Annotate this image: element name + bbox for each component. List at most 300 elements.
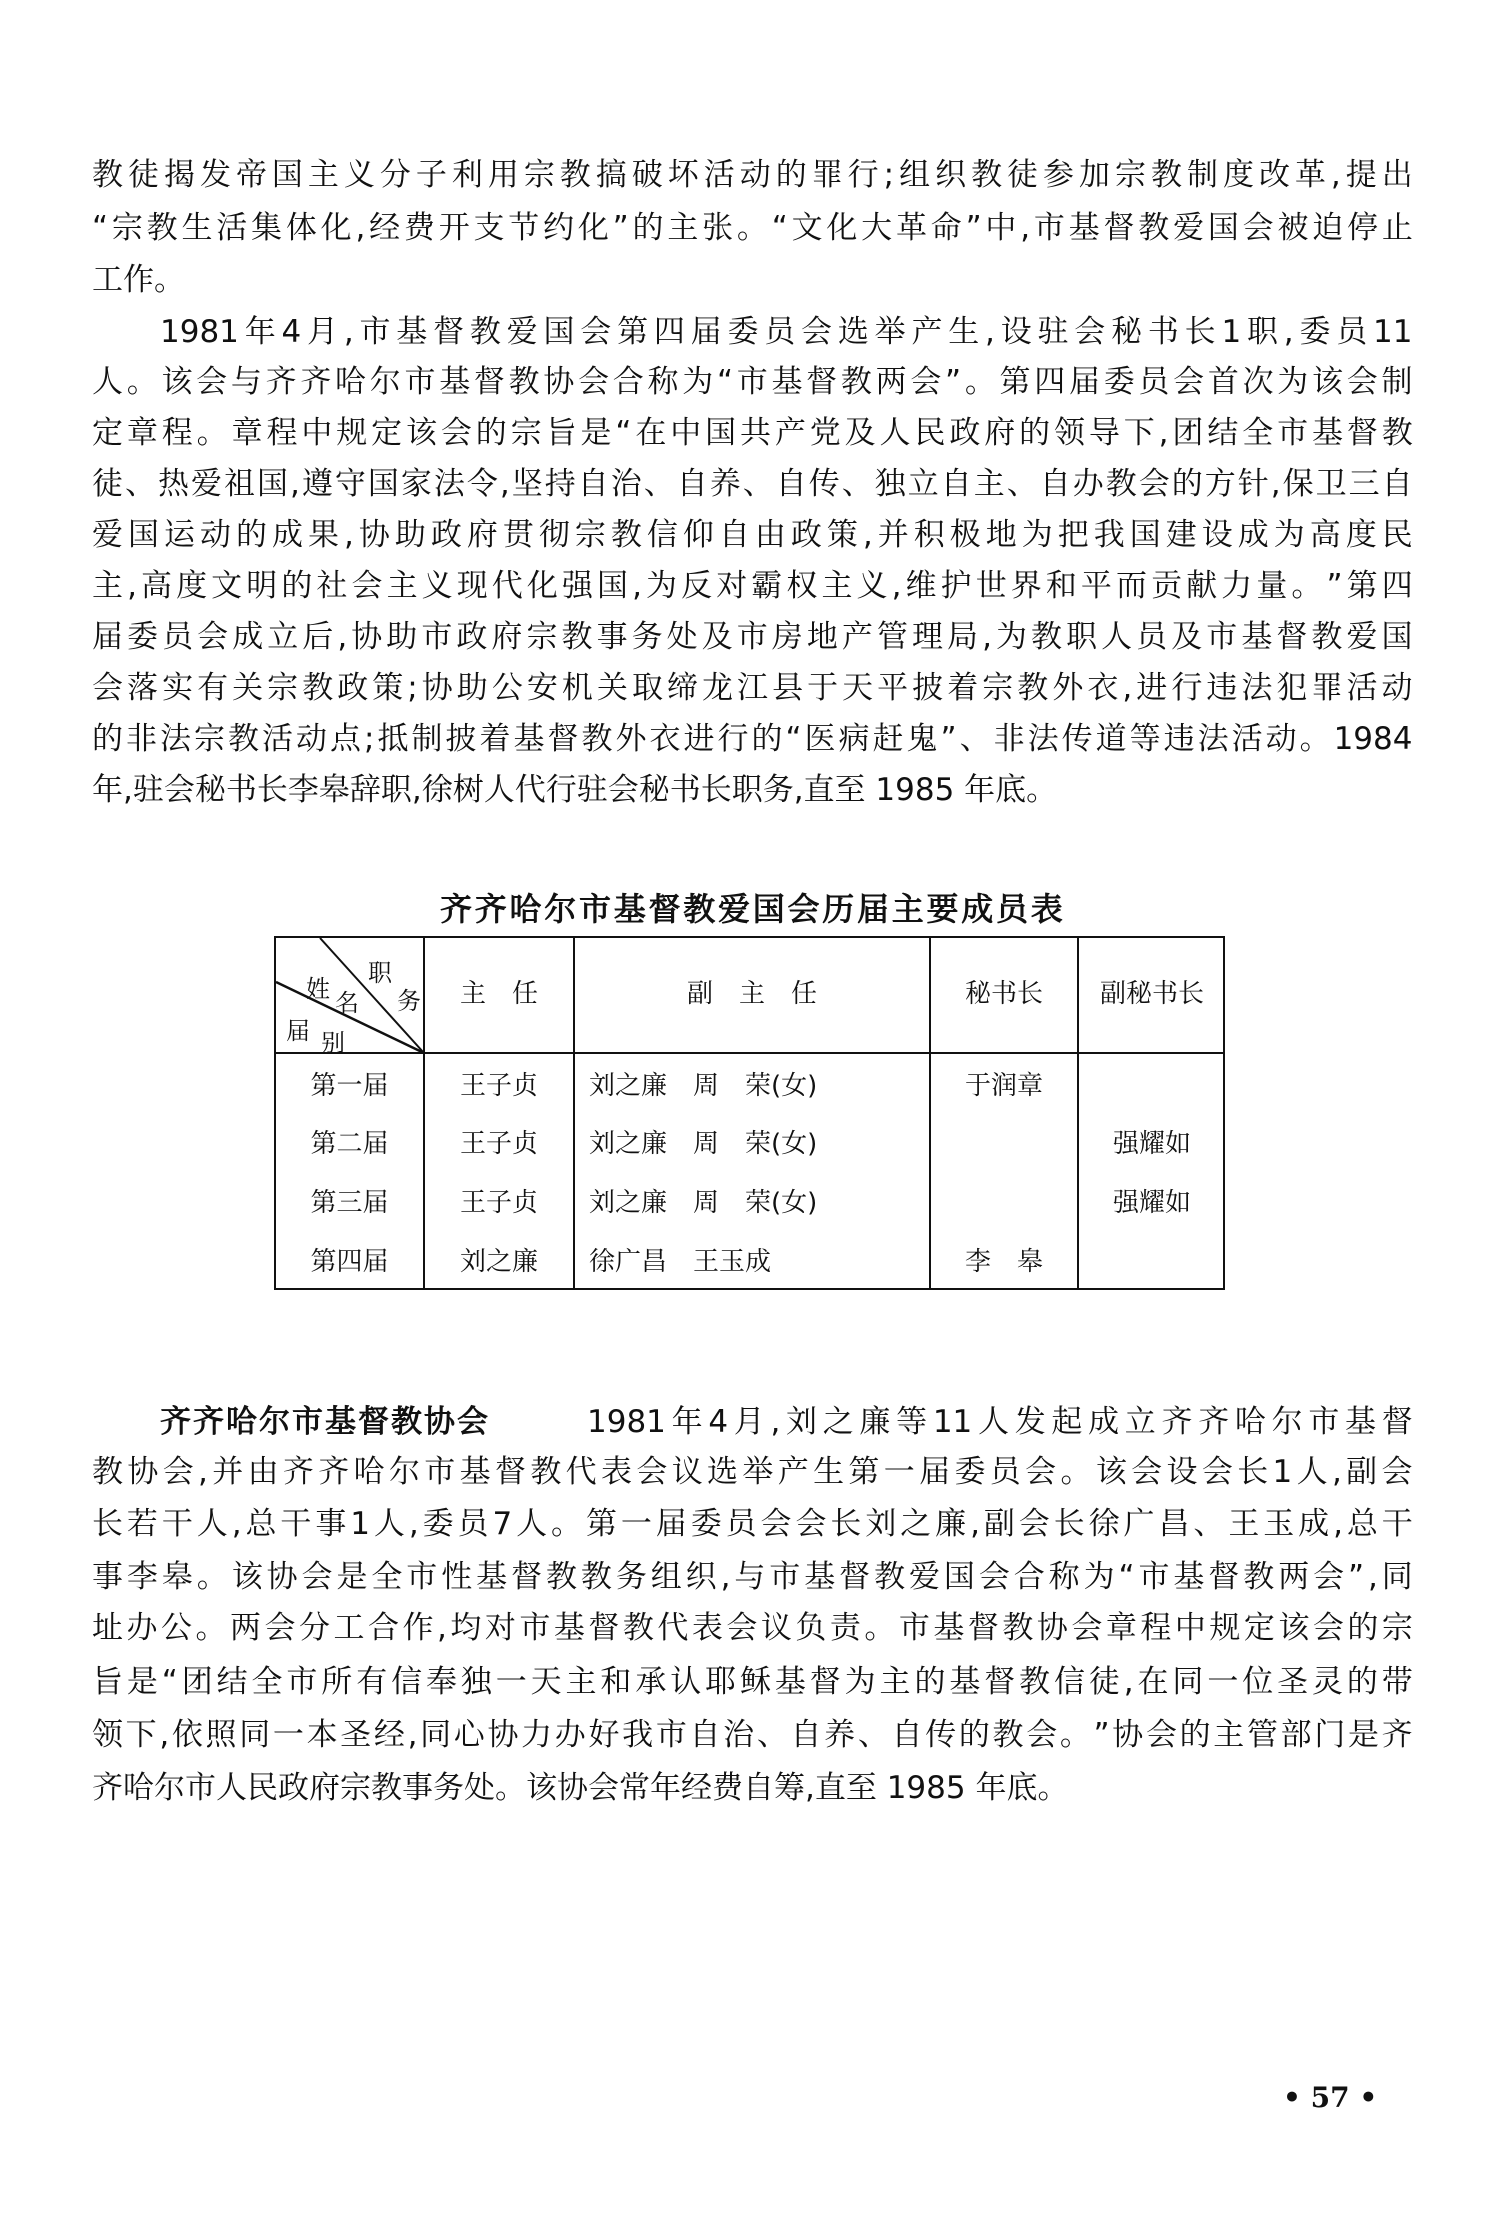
header-secretary-general: 秘书长 <box>964 979 1043 1009</box>
glyph: 明 <box>246 568 278 604</box>
glyph: 贡 <box>1151 568 1183 604</box>
glyph: 督 <box>839 1559 871 1595</box>
glyph: 员 <box>1138 364 1170 400</box>
glyph: “ <box>161 1664 178 1700</box>
glyph: 会 <box>580 314 612 350</box>
glyph: 策 <box>826 517 858 553</box>
glyph: 行 <box>847 157 879 193</box>
glyph: 的 <box>281 568 313 604</box>
cell-term: 第二届 <box>310 1129 389 1159</box>
glyph: 义 <box>856 568 888 604</box>
glyph: 主 <box>92 568 123 604</box>
glyph: 家 <box>400 466 432 502</box>
glyph: 尔 <box>369 364 401 400</box>
glyph: 立 <box>1124 1404 1156 1440</box>
glyph: 事 <box>92 1559 123 1595</box>
glyph: 届 <box>690 314 722 350</box>
glyph: 徒 <box>1007 157 1039 193</box>
text-line <box>92 1715 1413 1755</box>
glyph: 会 <box>801 314 833 350</box>
glyph: 会 <box>1313 1559 1345 1595</box>
glyph: 四 <box>653 314 685 350</box>
glyph: 教 <box>559 157 591 193</box>
glyph: 民 <box>1381 517 1413 553</box>
glyph: 教 <box>1019 1664 1051 1700</box>
glyph: 。 <box>1060 1454 1092 1490</box>
glyph: 市 <box>898 1610 930 1646</box>
glyph: 自 <box>940 466 972 502</box>
glyph: ” <box>612 210 629 246</box>
glyph: 章 <box>126 415 158 451</box>
glyph: 献 <box>1186 568 1218 604</box>
glyph: 国 <box>1381 619 1413 655</box>
glyph: 办 <box>1072 466 1104 502</box>
glyph: , <box>1270 466 1281 502</box>
glyph: 贯 <box>502 517 534 553</box>
glyph: 果 <box>308 517 339 553</box>
glyph: 齐 <box>300 364 332 400</box>
glyph: 市 <box>1138 1559 1170 1595</box>
glyph: 长 <box>1053 1506 1085 1542</box>
glyph: 两 <box>230 1610 261 1646</box>
glyph: 体 <box>285 210 317 246</box>
glyph: 会 <box>1018 1506 1050 1542</box>
glyph: 并 <box>212 1454 244 1490</box>
glyph: 协 <box>266 1559 298 1595</box>
glyph: “ <box>1118 1559 1135 1595</box>
cell-deputy: 刘之廉 周 荣(女) <box>589 1129 818 1159</box>
glyph: 人 <box>977 1404 1009 1440</box>
glyph: 设 <box>1000 314 1032 350</box>
glyph: 迫 <box>1312 210 1344 246</box>
glyph: 会 <box>978 1559 1010 1595</box>
glyph: 齐 <box>474 890 507 928</box>
glyph: 同 <box>420 1717 452 1753</box>
glyph: 共 <box>739 415 771 451</box>
glyph: 遵 <box>301 466 333 502</box>
glyph: 务 <box>631 619 663 655</box>
glyph: 四 <box>1034 364 1066 400</box>
glyph: 养 <box>824 1717 856 1753</box>
table-title <box>440 888 1063 930</box>
glyph: 1 <box>1272 1454 1293 1490</box>
glyph: 天 <box>842 670 874 706</box>
glyph: 坏 <box>667 157 699 193</box>
glyph: 局 <box>947 619 979 655</box>
glyph: 旨 <box>92 1664 123 1700</box>
glyph: 督 <box>648 890 681 928</box>
glyph: 主 <box>973 466 1005 502</box>
glyph: 安 <box>526 670 558 706</box>
glyph: 程 <box>1140 1610 1172 1646</box>
glyph: 国 <box>705 415 737 451</box>
glyph: 独 <box>460 1664 492 1700</box>
glyph: 齐 <box>1161 1404 1193 1440</box>
glyph: 动 <box>296 721 327 757</box>
glyph: 第 <box>585 1506 617 1542</box>
glyph: 的 <box>1347 1610 1379 1646</box>
glyph: 行 <box>717 721 749 757</box>
glyph: 两 <box>875 364 907 400</box>
glyph: 员 <box>1336 314 1368 350</box>
glyph: 府 <box>984 415 1016 451</box>
glyph: 1981 <box>587 1404 666 1440</box>
glyph: 广 <box>1123 1506 1155 1542</box>
glyph: 教 <box>545 1559 577 1595</box>
glyph: 与 <box>230 364 262 400</box>
glyph: 会 <box>1312 1610 1344 1646</box>
glyph: 议 <box>760 1610 792 1646</box>
glyph: 结 <box>216 1664 248 1700</box>
glyph: 宗 <box>194 721 225 757</box>
glyph: 织 <box>935 157 967 193</box>
corner-label: 姓 <box>306 975 330 1003</box>
glyph: 教 <box>580 1559 612 1595</box>
glyph: 基 <box>1241 619 1273 655</box>
glyph: 宗 <box>574 517 606 553</box>
glyph: 稣 <box>739 1664 771 1700</box>
glyph: 要 <box>926 890 959 928</box>
glyph: 导 <box>1088 415 1120 451</box>
glyph: ” <box>945 364 962 400</box>
glyph: 责 <box>829 1610 861 1646</box>
glyph: 李 <box>126 1559 158 1595</box>
glyph: 历 <box>822 890 855 928</box>
glyph: 府 <box>491 619 523 655</box>
glyph: 自 <box>718 517 750 553</box>
glyph: 市 <box>421 619 453 655</box>
glyph: 发 <box>1014 1404 1046 1440</box>
glyph: 发 <box>199 157 231 193</box>
glyph: 策 <box>372 670 404 706</box>
glyph: 搞 <box>595 157 627 193</box>
glyph: 落 <box>127 670 159 706</box>
glyph: 爱 <box>92 517 123 553</box>
glyph: 极 <box>949 517 981 553</box>
glyph: 活 <box>216 210 248 246</box>
glyph: 教 <box>561 619 593 655</box>
glyph: 基 <box>613 890 646 928</box>
glyph: 刘 <box>786 1404 818 1440</box>
glyph: 7 <box>492 1506 513 1542</box>
glyph: 衣 <box>1087 670 1119 706</box>
glyph: 市 <box>359 314 391 350</box>
glyph: 令 <box>466 466 498 502</box>
glyph: 协 <box>487 1717 519 1753</box>
glyph: 督 <box>1276 619 1308 655</box>
glyph: 一 <box>1207 1664 1239 1700</box>
glyph: 领 <box>1054 415 1085 451</box>
glyph: 认 <box>670 1664 702 1700</box>
glyph: 由 <box>754 517 786 553</box>
glyph: 宗 <box>1381 1610 1413 1646</box>
text-line: 工作。 <box>92 262 185 298</box>
glyph: 为 <box>844 1664 876 1700</box>
glyph: 罪 <box>1311 670 1343 706</box>
glyph: 公 <box>491 670 523 706</box>
glyph: 成 <box>1237 517 1269 553</box>
glyph: 廉 <box>859 1404 891 1440</box>
glyph: 1984 <box>1333 721 1413 757</box>
glyph: 一 <box>272 1717 304 1753</box>
cell-deputy: 刘之廉 周 荣(女) <box>589 1071 818 1101</box>
glyph: 会 <box>1173 364 1205 400</box>
glyph: 产 <box>774 415 806 451</box>
glyph: 皋 <box>161 1559 193 1595</box>
glyph: 动 <box>1381 670 1413 706</box>
glyph: 爱 <box>506 314 538 350</box>
glyph: 所 <box>321 1664 353 1700</box>
glyph: 维 <box>905 568 937 604</box>
glyph: 市 <box>769 1559 801 1595</box>
glyph: 基 <box>1345 1404 1377 1440</box>
glyph: 教 <box>1150 157 1182 193</box>
text-line <box>92 719 1413 759</box>
glyph: 起 <box>1051 1404 1083 1440</box>
glyph: 教 <box>146 210 178 246</box>
glyph: 届 <box>919 1454 951 1490</box>
glyph: 停 <box>1347 210 1379 246</box>
text-line: 齐哈尔市人民政府宗教事务处。该协会常年经费自筹,直至 1985 年底。 <box>92 1770 1069 1806</box>
glyph: 进 <box>1136 670 1168 706</box>
glyph: 会 <box>910 364 942 400</box>
glyph: 化 <box>320 210 352 246</box>
glyph: 宗 <box>267 670 299 706</box>
glyph: 宗 <box>111 210 143 246</box>
glyph: 约 <box>543 210 575 246</box>
glyph: 地 <box>806 619 838 655</box>
glyph: 为 <box>682 364 714 400</box>
glyph: 赶 <box>872 721 904 757</box>
glyph: 部 <box>1280 1717 1312 1753</box>
glyph: 全 <box>371 1559 403 1595</box>
glyph: 长 <box>1237 1454 1269 1490</box>
glyph: 法 <box>1197 721 1229 757</box>
glyph: 4 <box>281 314 302 350</box>
glyph: 该 <box>231 1559 263 1595</box>
glyph: 为 <box>1083 1559 1115 1595</box>
text-line <box>160 312 1413 352</box>
glyph: 员 <box>996 890 1029 928</box>
glyph: 督 <box>809 1664 841 1700</box>
glyph: 法 <box>160 721 191 757</box>
glyph: 张 <box>702 210 734 246</box>
glyph: , <box>343 314 354 350</box>
cell-deputy-secretary: 强耀如 <box>1112 1129 1191 1159</box>
glyph: ” <box>1093 1717 1110 1753</box>
glyph: 活 <box>1346 670 1378 706</box>
glyph: 抵 <box>377 721 409 757</box>
glyph: 义 <box>421 568 453 604</box>
glyph: 。 <box>1059 1717 1091 1753</box>
glyph: 哈 <box>353 1454 385 1490</box>
glyph: 法 <box>433 466 465 502</box>
glyph: “ <box>771 210 788 246</box>
glyph: 会 <box>162 1454 194 1490</box>
glyph: 开 <box>438 210 470 246</box>
glyph: 的 <box>475 415 507 451</box>
glyph: 会 <box>795 1506 827 1542</box>
cell-director: 王子贞 <box>459 1188 538 1218</box>
glyph: 委 <box>422 1506 454 1542</box>
glyph: ; <box>407 670 418 706</box>
glyph: 国 <box>1207 210 1239 246</box>
glyph: , <box>862 517 873 553</box>
glyph: 届 <box>857 890 890 928</box>
glyph: 教 <box>530 1454 562 1490</box>
glyph: 国 <box>257 466 288 502</box>
glyph: 界 <box>1010 568 1042 604</box>
glyph: 国 <box>752 890 785 928</box>
glyph: 府 <box>466 517 498 553</box>
glyph: 民 <box>914 415 946 451</box>
glyph: 基 <box>771 364 803 400</box>
glyph: ; <box>364 721 375 757</box>
glyph: 办 <box>554 1717 586 1753</box>
glyph: 教 <box>581 721 613 757</box>
glyph: 主 <box>667 210 699 246</box>
glyph: 制 <box>1186 157 1218 193</box>
glyph: 实 <box>162 670 194 706</box>
glyph: 长 <box>92 1506 123 1542</box>
glyph: 宗 <box>982 670 1014 706</box>
glyph: 员 <box>162 619 194 655</box>
glyph: 生 <box>181 210 213 246</box>
glyph: 针 <box>1237 466 1269 502</box>
glyph: 、 <box>125 466 156 502</box>
glyph: 房 <box>771 619 803 655</box>
cell-term: 第一届 <box>310 1071 389 1101</box>
glyph: 建 <box>1165 517 1197 553</box>
header-director: 主 任 <box>459 979 538 1009</box>
glyph: 被 <box>1277 210 1309 246</box>
glyph: 委 <box>690 1506 722 1542</box>
glyph: 性 <box>441 1559 473 1595</box>
glyph: 对 <box>484 1610 516 1646</box>
glyph: 基 <box>396 314 428 350</box>
glyph: 、 <box>756 1717 788 1753</box>
glyph: 第 <box>1346 568 1378 604</box>
glyph: 活 <box>262 721 293 757</box>
glyph: 动 <box>739 157 771 193</box>
glyph: 的 <box>914 1664 946 1700</box>
glyph: 章 <box>1105 1610 1137 1646</box>
glyph: 。 <box>551 1506 583 1542</box>
glyph: 团 <box>181 1664 213 1700</box>
glyph: 一 <box>883 1454 915 1490</box>
glyph: 祖 <box>224 466 255 502</box>
glyph: 结 <box>1207 415 1239 451</box>
glyph: 后 <box>302 619 334 655</box>
glyph: 圣 <box>1277 1664 1309 1700</box>
glyph: 和 <box>1045 568 1077 604</box>
glyph: 会 <box>1242 210 1274 246</box>
glyph: 基 <box>1173 1559 1205 1595</box>
glyph: 化 <box>526 568 558 604</box>
glyph: 爱 <box>908 1559 940 1595</box>
glyph: 市 <box>736 619 768 655</box>
glyph: 人 <box>373 1506 405 1542</box>
glyph: 披 <box>445 721 477 757</box>
corner-label: 别 <box>321 1029 345 1057</box>
glyph: 称 <box>647 364 679 400</box>
glyph: 称 <box>1048 1559 1080 1595</box>
glyph: 制 <box>411 721 443 757</box>
glyph: 员 <box>989 1454 1021 1490</box>
glyph: 设 <box>1201 517 1233 553</box>
glyph: 利 <box>451 157 483 193</box>
glyph: 活 <box>1231 721 1263 757</box>
glyph: 督 <box>588 1610 620 1646</box>
glyph: 缔 <box>666 670 698 706</box>
glyph: 同 <box>1172 1664 1204 1700</box>
glyph: 定 <box>1243 1610 1275 1646</box>
glyph: 的 <box>1171 466 1203 502</box>
glyph: 节 <box>508 210 540 246</box>
glyph: 支 <box>473 210 505 246</box>
glyph: 规 <box>336 415 368 451</box>
glyph: 奉 <box>425 1664 457 1700</box>
glyph: 非 <box>993 721 1025 757</box>
glyph: 是 <box>126 1664 158 1700</box>
cell-secretary: 李 皋 <box>964 1247 1043 1277</box>
glyph: 基 <box>949 1664 981 1700</box>
glyph: 助 <box>456 670 488 706</box>
glyph: 徒 <box>127 157 159 193</box>
glyph: , <box>344 517 354 553</box>
glyph: 圣 <box>340 1717 372 1753</box>
glyph: 为 <box>1277 364 1309 400</box>
glyph: 教 <box>874 1559 906 1595</box>
glyph: 王 <box>1228 1506 1260 1542</box>
glyph: 督 <box>473 364 505 400</box>
glyph: 职 <box>1066 619 1098 655</box>
glyph: 月 <box>307 314 339 350</box>
glyph: 对 <box>716 568 748 604</box>
glyph: 该 <box>161 364 193 400</box>
glyph: , <box>982 619 992 655</box>
glyph: 分 <box>299 1610 330 1646</box>
glyph: 主 <box>821 568 853 604</box>
glyph: , <box>770 1404 781 1440</box>
glyph: 立 <box>907 466 939 502</box>
glyph: 会 <box>1145 1717 1177 1753</box>
glyph: 督 <box>433 314 465 350</box>
glyph: 教 <box>469 314 501 350</box>
glyph: 关 <box>596 670 628 706</box>
glyph: 。 <box>196 415 228 451</box>
glyph: 。 <box>736 210 768 246</box>
glyph: 等 <box>1129 721 1161 757</box>
glyph: 是 <box>336 1559 368 1595</box>
glyph: 同 <box>1381 1559 1413 1595</box>
glyph: 成 <box>1298 1506 1330 1542</box>
glyph: 于 <box>807 670 839 706</box>
glyph: 动 <box>1265 721 1297 757</box>
glyph: 自 <box>1039 466 1071 502</box>
glyph: 的 <box>632 210 664 246</box>
glyph: 会 <box>1074 314 1106 350</box>
glyph: 市 <box>519 1610 551 1646</box>
glyph: 为 <box>995 619 1027 655</box>
text-line <box>92 362 1413 402</box>
glyph: 。 <box>1299 721 1331 757</box>
cell-term: 第三届 <box>310 1188 389 1218</box>
glyph: 我 <box>1093 517 1125 553</box>
glyph: 出 <box>1381 157 1413 193</box>
glyph: 政 <box>790 517 822 553</box>
glyph: 旨 <box>545 415 577 451</box>
